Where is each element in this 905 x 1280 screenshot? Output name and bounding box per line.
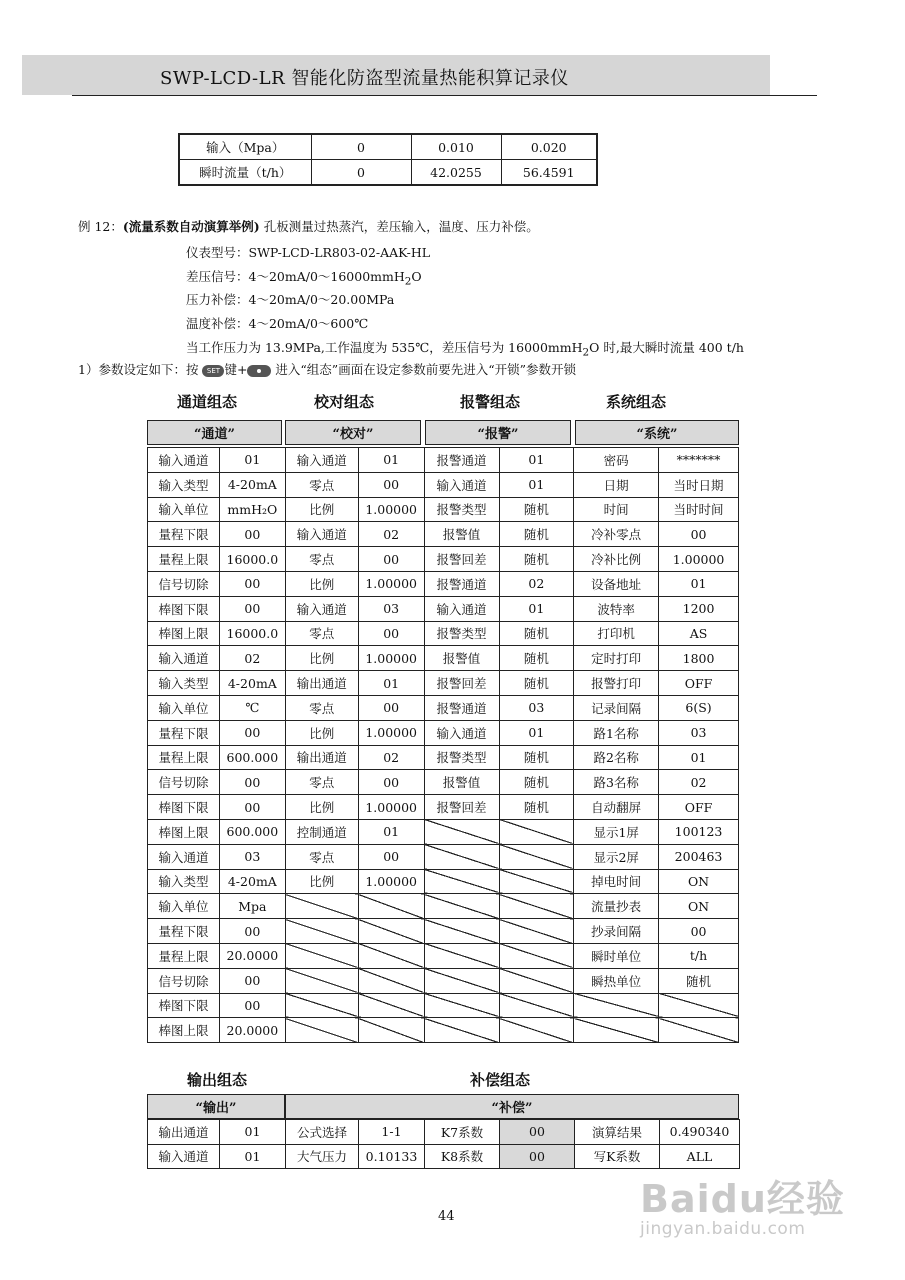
table-cell: 随机 (499, 745, 574, 770)
table-cell: 比例 (285, 720, 358, 745)
table-cell: 信号切除 (148, 968, 220, 993)
table-cell: 00 (358, 472, 424, 497)
table-cell: 01 (358, 671, 424, 696)
example-title: (流量系数自动演算举例) (122, 219, 260, 234)
table-cell: 路2名称 (574, 745, 659, 770)
table-cell: 6(S) (659, 695, 739, 720)
pressure-flow-table (178, 133, 598, 186)
head-system: “系统” (575, 420, 739, 445)
table-cell: 0.020 (501, 134, 597, 160)
table-cell: 600.000 (219, 819, 285, 844)
table-cell: 报警值 (424, 770, 499, 795)
table-cell: 01 (358, 819, 424, 844)
table-cell (499, 993, 574, 1018)
watermark-logo: Baidu经验 (640, 1177, 845, 1221)
group-title-comp: 补偿组态 (470, 1071, 531, 1089)
table-row (148, 968, 739, 993)
table-cell: 随机 (659, 968, 739, 993)
table-cell: 16000.0 (219, 621, 285, 646)
table-cell: 冷补零点 (574, 522, 659, 547)
table-cell: 输入通道 (424, 596, 499, 621)
table-cell: 报警类型 (424, 621, 499, 646)
table-cell: 4-20mA (219, 472, 285, 497)
table-cell (659, 1018, 739, 1043)
work-sub: 2 (582, 346, 590, 359)
table-cell: 输入通道 (424, 720, 499, 745)
table-cell: 1.00000 (659, 547, 739, 572)
table-cell: 报警通道 (424, 448, 499, 473)
table-cell: 瞬热单位 (574, 968, 659, 993)
table-cell: 随机 (499, 621, 574, 646)
step-line (78, 360, 576, 378)
table-cell: 输出通道 (285, 745, 358, 770)
table-cell: 控制通道 (285, 819, 358, 844)
table-cell: 报警类型 (424, 745, 499, 770)
table-cell: 量程下限 (148, 720, 220, 745)
table-cell: 01 (499, 472, 574, 497)
table-cell (424, 968, 499, 993)
table-cell: 信号切除 (148, 571, 220, 596)
table-row (148, 1144, 740, 1169)
table-cell: 01 (499, 596, 574, 621)
table-cell (358, 894, 424, 919)
work-condition-line (186, 338, 744, 359)
example-desc: 孔板测量过热蒸汽，差压输入，温度、压力补偿。 (263, 219, 539, 234)
table-cell: 00 (358, 547, 424, 572)
table-cell: 输出通道 (148, 1120, 220, 1145)
table-cell: 报警通道 (424, 571, 499, 596)
pressure-comp-line: 压力补偿：4～20mA/0～20.00MPa (186, 292, 395, 307)
table-cell: 零点 (285, 621, 358, 646)
table-cell: 棒图上限 (148, 1018, 220, 1043)
table-cell: 显示2屏 (574, 844, 659, 869)
table-cell (424, 894, 499, 919)
table-row (148, 844, 739, 869)
group-title-alarm: 报警组态 (460, 393, 521, 411)
table-row (148, 720, 739, 745)
table-cell (499, 844, 574, 869)
table-cell: 零点 (285, 547, 358, 572)
table-cell: 02 (499, 571, 574, 596)
table-cell: 输入通道 (285, 448, 358, 473)
table-cell: 当时时间 (659, 497, 739, 522)
table-cell: 00 (219, 968, 285, 993)
table-cell: 输入单位 (148, 695, 220, 720)
table-cell: 随机 (499, 547, 574, 572)
table-cell: 比例 (285, 646, 358, 671)
dp-signal-text: 差压信号：4～20mA/0～16000mmH (186, 269, 405, 284)
table-cell: AS (659, 621, 739, 646)
table-cell: 输入类型 (148, 869, 220, 894)
table-row (148, 522, 739, 547)
table-cell: 02 (659, 770, 739, 795)
table-cell: 01 (220, 1144, 286, 1169)
table-cell: 输入通道 (285, 596, 358, 621)
table-row (148, 1018, 739, 1043)
table-cell: 量程下限 (148, 522, 220, 547)
table-cell: 00 (500, 1144, 575, 1169)
table-cell: 大气压力 (286, 1144, 359, 1169)
table-cell: 00 (358, 695, 424, 720)
dp-signal-sub: 2 (404, 275, 412, 288)
table-cell (424, 844, 499, 869)
table-cell: 零点 (285, 770, 358, 795)
table-cell (358, 943, 424, 968)
temp-comp-line: 温度补偿：4～20mA/0～600℃ (186, 316, 369, 331)
table-cell: 棒图下限 (148, 993, 220, 1018)
table-cell: 03 (219, 844, 285, 869)
table-cell: 流量抄表 (574, 894, 659, 919)
table-cell: 瞬时流量（t/h） (179, 160, 311, 186)
table-cell: 日期 (574, 472, 659, 497)
group-title-output: 输出组态 (187, 1071, 248, 1089)
table-cell: 02 (219, 646, 285, 671)
table-row (179, 134, 597, 160)
table-cell: ******* (659, 448, 739, 473)
table-cell (358, 968, 424, 993)
group-title-channel: 通道组态 (177, 393, 238, 411)
table-cell: 0.010 (411, 134, 501, 160)
table-cell: 密码 (574, 448, 659, 473)
table-cell: 03 (499, 695, 574, 720)
table-cell: 01 (358, 448, 424, 473)
table-cell: OFF (659, 795, 739, 820)
table-cell: 00 (219, 770, 285, 795)
table-row (148, 497, 739, 522)
table-cell: 600.000 (219, 745, 285, 770)
example-heading (78, 217, 539, 235)
table-cell (499, 943, 574, 968)
table-cell: 随机 (499, 770, 574, 795)
output-grid (147, 1119, 740, 1169)
work-text: 当工作压力为 13.9MPa,工作温度为 535℃，差压信号为 16000mmH (186, 340, 583, 355)
table-row (179, 160, 597, 186)
table-cell: 瞬时单位 (574, 943, 659, 968)
table-cell: Mpa (219, 894, 285, 919)
table-cell: 打印机 (574, 621, 659, 646)
table-cell (659, 993, 739, 1018)
table-cell: 随机 (499, 497, 574, 522)
table-cell: ℃ (219, 695, 285, 720)
table-cell: 输入通道 (148, 646, 220, 671)
table-cell (424, 943, 499, 968)
table-row (148, 448, 739, 473)
table-cell: 输入通道 (285, 522, 358, 547)
table-cell: 03 (358, 596, 424, 621)
table-cell: t/h (659, 943, 739, 968)
table-cell: 随机 (499, 522, 574, 547)
table-cell: 棒图上限 (148, 621, 220, 646)
group-title-calib: 校对组态 (314, 393, 375, 411)
table-cell: 00 (219, 795, 285, 820)
table-cell: 显示1屏 (574, 819, 659, 844)
table-cell: 输入（Mpa） (179, 134, 311, 160)
table-cell (424, 1018, 499, 1043)
table-cell: ON (659, 869, 739, 894)
table-cell: 输入单位 (148, 894, 220, 919)
table-cell: 公式选择 (286, 1120, 359, 1145)
head-calib: “校对” (285, 420, 421, 445)
table-cell: 00 (219, 571, 285, 596)
head-output: “输出” (147, 1094, 285, 1119)
table-cell: 报警回差 (424, 795, 499, 820)
table-cell: 量程下限 (148, 919, 220, 944)
table-cell: 0 (311, 134, 411, 160)
table-cell (499, 819, 574, 844)
table-cell: 200463 (659, 844, 739, 869)
table-row (148, 770, 739, 795)
work-post: O 时,最大瞬时流量 400 t/h (589, 340, 744, 355)
table-cell: 冷补比例 (574, 547, 659, 572)
table-cell: 随机 (499, 671, 574, 696)
table-cell (499, 1018, 574, 1043)
table-row (148, 671, 739, 696)
table-cell: 信号切除 (148, 770, 220, 795)
table-cell: 1-1 (359, 1120, 425, 1145)
dot-key-icon (247, 365, 271, 377)
table-cell (285, 943, 358, 968)
table-cell: 量程上限 (148, 943, 220, 968)
table-cell (499, 869, 574, 894)
table-cell: 02 (358, 522, 424, 547)
table-cell: 1.00000 (358, 497, 424, 522)
dp-signal-post: O (411, 269, 422, 284)
table-row (148, 819, 739, 844)
table-cell (285, 993, 358, 1018)
table-cell: 报警回差 (424, 671, 499, 696)
step-post: 进入“组态”画面在设定参数前要先进入“开锁”参数开锁 (275, 362, 576, 377)
table-cell: 00 (659, 522, 739, 547)
head-channel: “通道” (147, 420, 282, 445)
table-cell: 56.4591 (501, 160, 597, 186)
table-cell: 1.00000 (358, 720, 424, 745)
table-row (148, 943, 739, 968)
table-cell: 输入通道 (148, 448, 220, 473)
table-cell (358, 919, 424, 944)
table-cell (424, 869, 499, 894)
table-cell: 01 (499, 720, 574, 745)
table-cell: 03 (659, 720, 739, 745)
table-cell: 00 (219, 596, 285, 621)
table-row (148, 596, 739, 621)
table-cell: 报警回差 (424, 547, 499, 572)
table-cell: 输入类型 (148, 671, 220, 696)
table-cell (358, 1018, 424, 1043)
table-cell: 当时日期 (659, 472, 739, 497)
table-cell: 00 (219, 919, 285, 944)
table-row (148, 745, 739, 770)
table-row (148, 646, 739, 671)
table-cell: 01 (499, 448, 574, 473)
table-cell: K7系数 (425, 1120, 500, 1145)
table-cell: 01 (219, 448, 285, 473)
table-cell: 报警值 (424, 522, 499, 547)
table-row (148, 547, 739, 572)
table-row (148, 919, 739, 944)
table-cell: 掉电时间 (574, 869, 659, 894)
table-cell: 1.00000 (358, 571, 424, 596)
table-cell: K8系数 (425, 1144, 500, 1169)
table-cell: 自动翻屏 (574, 795, 659, 820)
table-cell: 01 (659, 745, 739, 770)
table-row (148, 894, 739, 919)
table-cell: 0 (311, 160, 411, 186)
page-title: SWP-LCD-LR 智能化防盗型流量热能积算记录仪 (160, 68, 569, 89)
table-row (148, 869, 739, 894)
table-cell: 00 (219, 993, 285, 1018)
table-cell: 00 (358, 844, 424, 869)
table-cell: 比例 (285, 497, 358, 522)
table-cell: 00 (358, 770, 424, 795)
head-alarm: “报警” (425, 420, 571, 445)
table-cell: 报警通道 (424, 695, 499, 720)
table-cell: 00 (358, 621, 424, 646)
table-cell: 量程上限 (148, 547, 220, 572)
table-row (148, 571, 739, 596)
table-cell: 报警打印 (574, 671, 659, 696)
step-text: 1）参数设定如下：按 (78, 362, 199, 377)
table-cell: mmH₂O (219, 497, 285, 522)
table-cell: 4-20mA (219, 869, 285, 894)
table-cell: 棒图下限 (148, 596, 220, 621)
table-cell: 零点 (285, 695, 358, 720)
table-cell: 报警值 (424, 646, 499, 671)
table-cell: 输入通道 (424, 472, 499, 497)
table-cell: 输入单位 (148, 497, 220, 522)
table-cell: 00 (219, 720, 285, 745)
table-cell: 抄录间隔 (574, 919, 659, 944)
table-cell: 棒图上限 (148, 819, 220, 844)
table-cell: 1.00000 (358, 795, 424, 820)
table-cell: 输入类型 (148, 472, 220, 497)
baidu-watermark (640, 1168, 845, 1239)
group-title-system: 系统组态 (606, 393, 667, 411)
table-cell: 随机 (499, 795, 574, 820)
table-cell: 0.10133 (359, 1144, 425, 1169)
table-cell: 1.00000 (358, 646, 424, 671)
table-cell (285, 1018, 358, 1043)
table-cell: 记录间隔 (574, 695, 659, 720)
example-prefix: 例 12： (78, 219, 123, 234)
table-row (148, 621, 739, 646)
table-cell: OFF (659, 671, 739, 696)
table-cell: 波特率 (574, 596, 659, 621)
table-cell: 1800 (659, 646, 739, 671)
table-cell: 零点 (285, 844, 358, 869)
model-line: 仪表型号：SWP-LCD-LR803-02-AAK-HL (186, 245, 431, 260)
table-cell: 输入通道 (148, 844, 220, 869)
table-cell: 比例 (285, 571, 358, 596)
table-cell: 1200 (659, 596, 739, 621)
table-cell: 设备地址 (574, 571, 659, 596)
table-cell: 写K系数 (575, 1144, 660, 1169)
table-cell: 输出通道 (285, 671, 358, 696)
table-cell: 零点 (285, 472, 358, 497)
table-row (148, 795, 739, 820)
header-rule (72, 95, 817, 96)
table-cell: 00 (219, 522, 285, 547)
table-cell: 00 (500, 1120, 575, 1145)
config-grid (147, 447, 739, 1043)
table-cell: 20.0000 (219, 1018, 285, 1043)
table-row (148, 695, 739, 720)
table-cell: 时间 (574, 497, 659, 522)
table-cell: 随机 (499, 646, 574, 671)
table-cell: 01 (220, 1120, 286, 1145)
step-mid: 键+ (224, 362, 248, 377)
table-cell (574, 1018, 659, 1043)
set-key-icon: SET (202, 365, 224, 377)
table-cell (499, 894, 574, 919)
table-cell: 量程上限 (148, 745, 220, 770)
table-cell (285, 919, 358, 944)
table-cell: 100123 (659, 819, 739, 844)
table-cell: 比例 (285, 869, 358, 894)
table-cell: 输入通道 (148, 1144, 220, 1169)
table-cell (424, 919, 499, 944)
table-cell: 定时打印 (574, 646, 659, 671)
table-cell: 演算结果 (575, 1120, 660, 1145)
table-cell: 02 (358, 745, 424, 770)
table-cell (285, 894, 358, 919)
table-cell: 比例 (285, 795, 358, 820)
table-cell (499, 968, 574, 993)
table-cell: 01 (659, 571, 739, 596)
table-row (148, 472, 739, 497)
table-cell: ON (659, 894, 739, 919)
table-cell: 16000.0 (219, 547, 285, 572)
table-cell: 20.0000 (219, 943, 285, 968)
dp-signal-line (186, 267, 422, 288)
table-cell (285, 968, 358, 993)
table-cell: 00 (659, 919, 739, 944)
table-cell (574, 993, 659, 1018)
table-cell: 4-20mA (219, 671, 285, 696)
table-row (148, 993, 739, 1018)
table-cell (499, 919, 574, 944)
table-cell: 路1名称 (574, 720, 659, 745)
table-cell (424, 819, 499, 844)
page-number: 44 (438, 1209, 455, 1224)
table-cell: 42.0255 (411, 160, 501, 186)
table-cell: 1.00000 (358, 869, 424, 894)
table-row (148, 1120, 740, 1145)
head-comp: “补偿” (285, 1094, 739, 1119)
table-cell: 路3名称 (574, 770, 659, 795)
table-cell (424, 993, 499, 1018)
watermark-url: jingyan.baidu.com (640, 1219, 806, 1239)
table-cell: 报警类型 (424, 497, 499, 522)
table-cell (358, 993, 424, 1018)
table-cell: 0.490340 (660, 1120, 740, 1145)
table-cell: ALL (660, 1144, 740, 1169)
table-cell: 棒图下限 (148, 795, 220, 820)
